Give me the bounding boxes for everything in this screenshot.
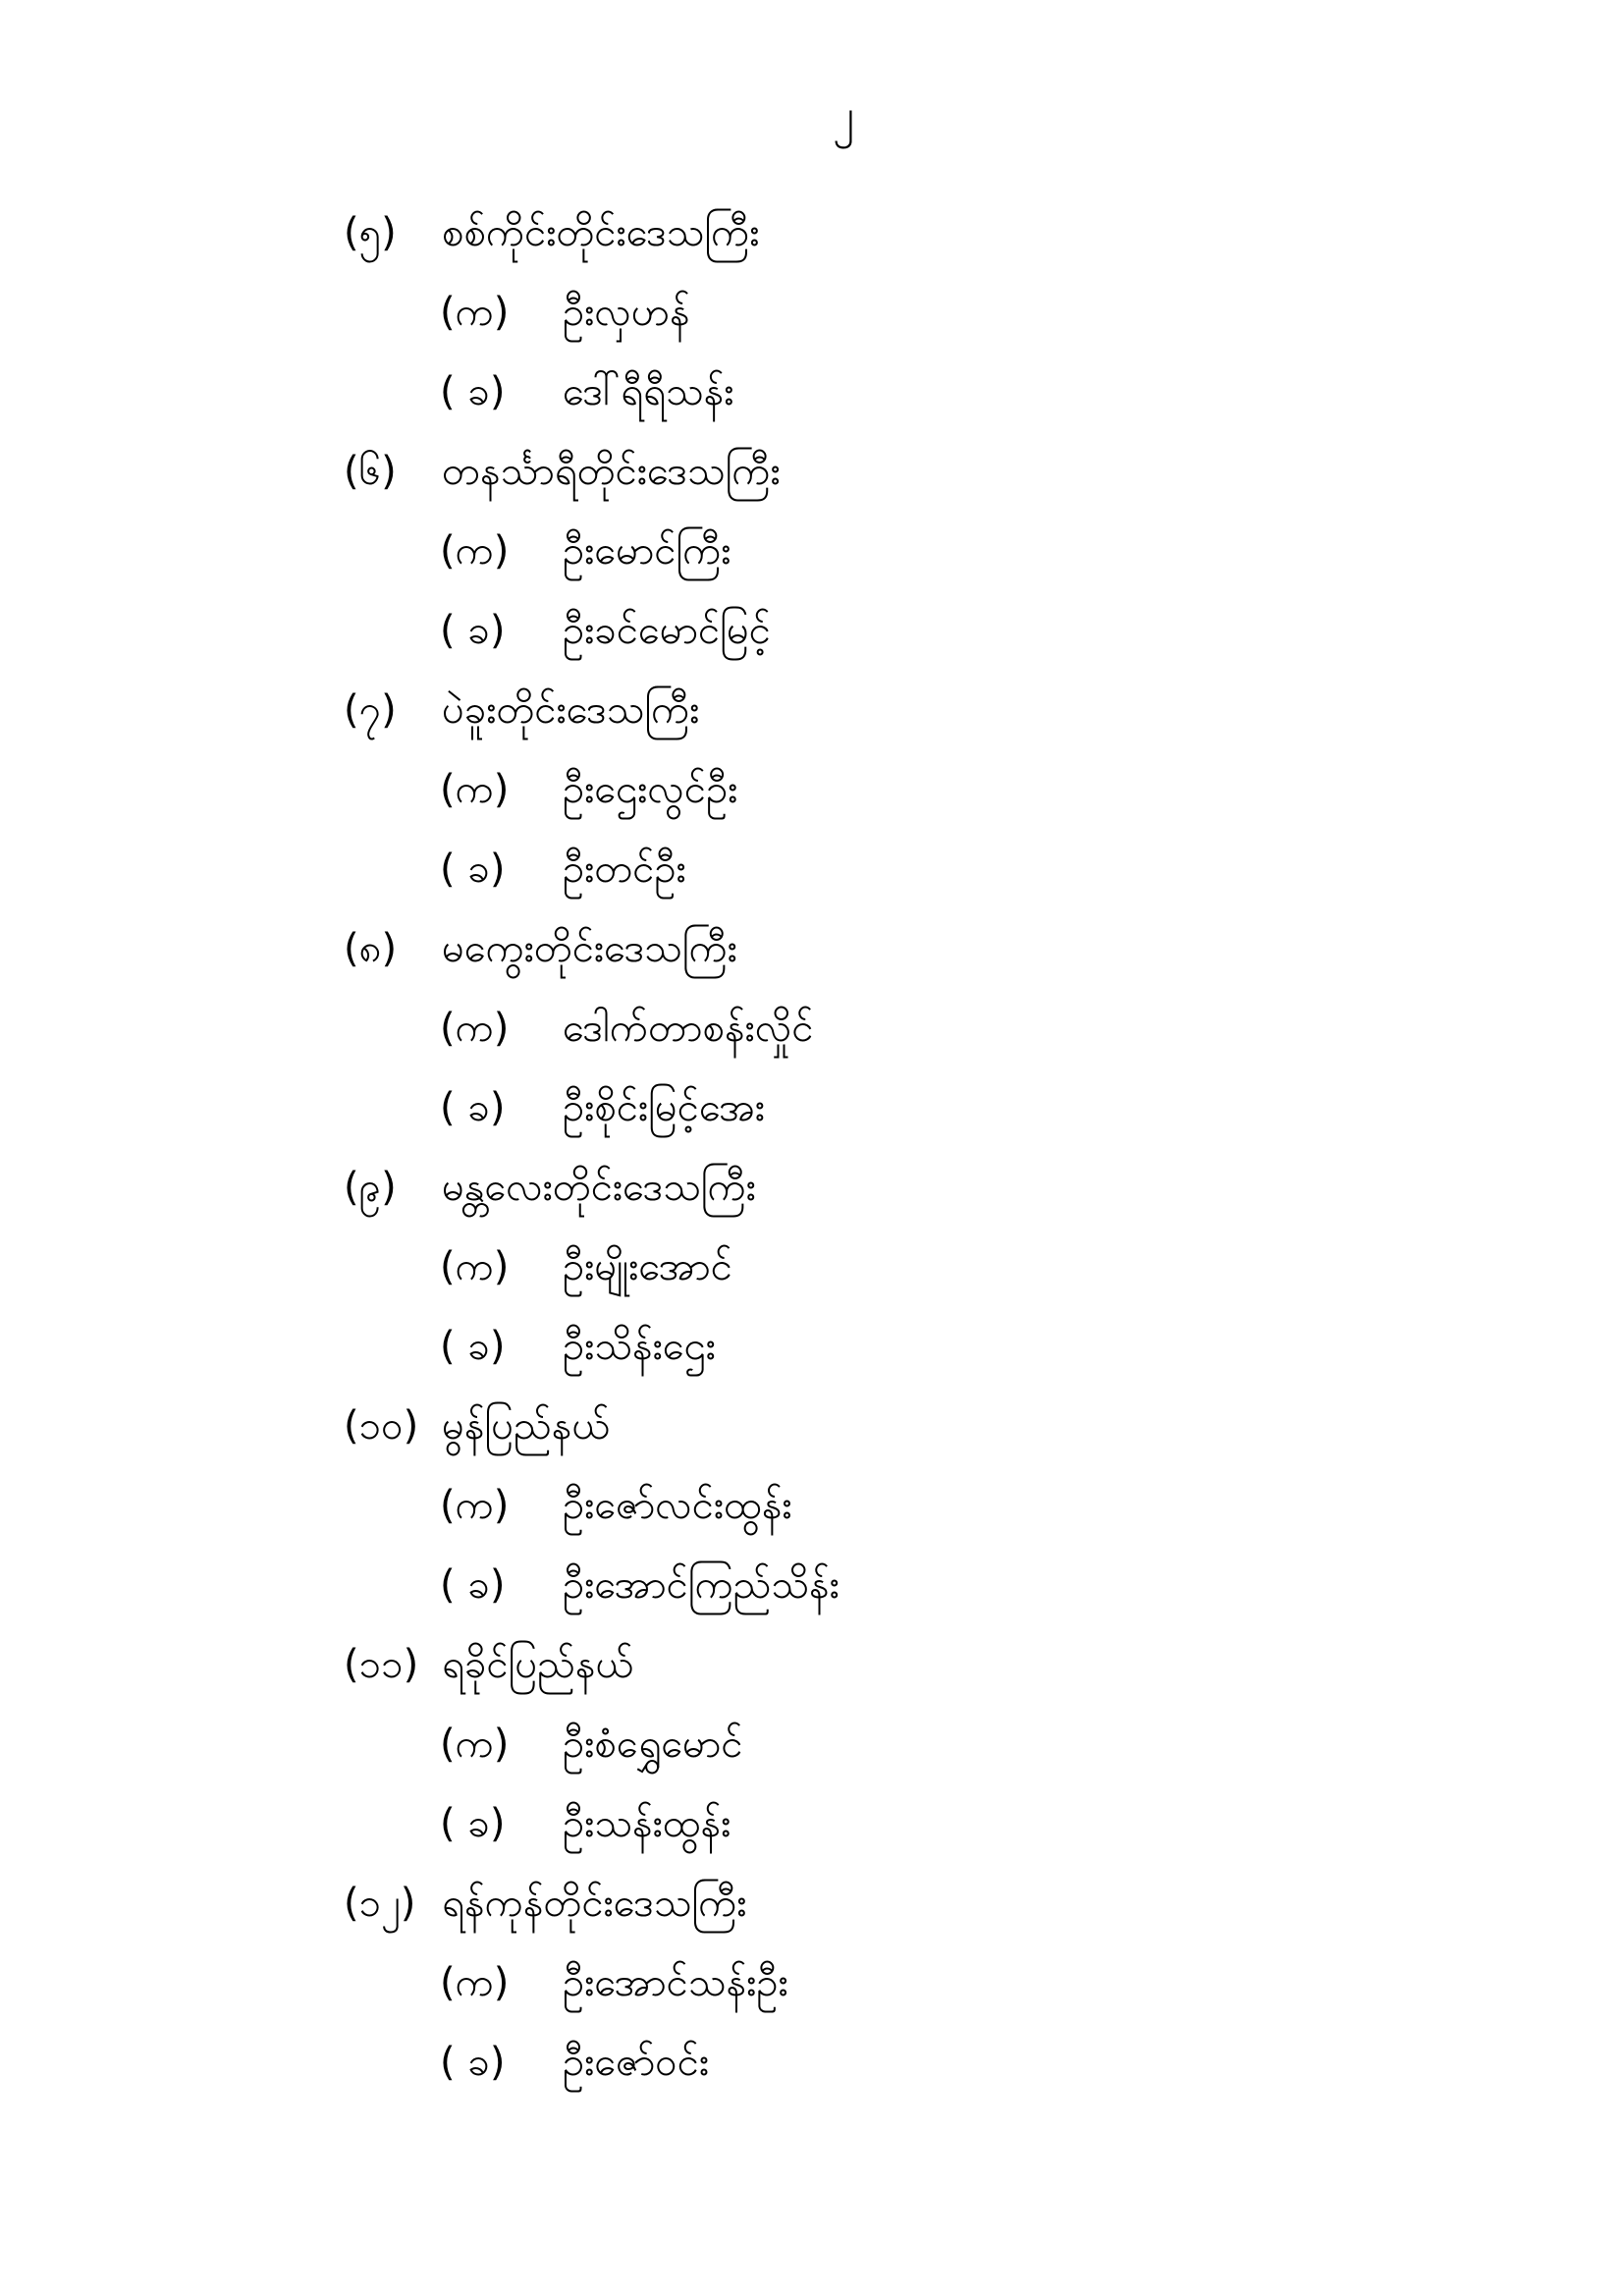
member-label: (က) (440, 1006, 510, 1051)
region-name: စစ်ကိုင်းတိုင်းဒေသကြီး (442, 210, 760, 255)
item-number: (၇) (344, 687, 397, 733)
member-row (0, 1549, 1624, 1628)
member-label: ( ခ) (440, 1085, 506, 1130)
member-row (0, 515, 1624, 594)
member-name: ဦးသိန်းဌေး (563, 1324, 716, 1369)
member-name: ဒေါက်တာစန်းလှိုင် (563, 1006, 814, 1051)
member-name: ဦးခင်မောင်မြင့် (563, 608, 771, 653)
list-item (0, 1390, 1624, 1469)
member-name: ဦးတင်ဦး (563, 847, 686, 892)
item-number: (၁၁) (344, 1642, 419, 1687)
member-row (0, 1708, 1624, 1787)
member-name: ဦးအောင်ကြည်သိန်း (563, 1562, 839, 1608)
member-label: ( ခ) (440, 608, 506, 653)
item-number: (၆) (344, 449, 397, 494)
member-row (0, 594, 1624, 674)
item-number: (၅) (344, 210, 397, 255)
item-number: (၉) (344, 1165, 397, 1210)
member-name: ဦးမောင်ကြီး (563, 528, 731, 574)
member-label: ( ခ) (440, 369, 506, 414)
member-row (0, 753, 1624, 833)
list-item (0, 912, 1624, 992)
member-name: ဦးဇော်ဝင်း (563, 2040, 710, 2085)
item-number: (၁၂) (344, 1881, 416, 1926)
item-number: (၁၀) (344, 1403, 419, 1449)
list-item (0, 1151, 1624, 1230)
member-name: ဦးအောင်သန်းဦး (563, 1960, 788, 2005)
member-row (0, 1310, 1624, 1390)
member-label: ( ခ) (440, 1801, 506, 1846)
member-label: ( ခ) (440, 1324, 506, 1369)
member-row (0, 833, 1624, 912)
region-name: တနင်္သာရီတိုင်းဒေသကြီး (442, 449, 781, 494)
region-list (0, 196, 1624, 2105)
member-name: ဦးသန်းထွန်း (563, 1801, 731, 1846)
member-label: ( ခ) (440, 1562, 506, 1608)
member-row (0, 2026, 1624, 2105)
member-row (0, 276, 1624, 355)
member-name: ဦးစံရွှေမောင် (563, 1722, 743, 1767)
member-label: ( ခ) (440, 847, 506, 892)
member-row (0, 1787, 1624, 1867)
member-row (0, 1230, 1624, 1310)
member-label: (က) (440, 767, 510, 812)
member-name: ဒေါ်ရီရီသန်း (563, 369, 734, 414)
list-item (0, 1867, 1624, 1946)
member-label: (က) (440, 290, 510, 335)
member-label: ( ခ) (440, 2040, 506, 2085)
member-label: (က) (440, 1244, 510, 1289)
member-name: ဦးစိုင်းမြင့်အေး (563, 1085, 765, 1130)
member-label: (က) (440, 1722, 510, 1767)
list-item (0, 435, 1624, 515)
item-number: (၈) (344, 926, 398, 971)
member-row (0, 1469, 1624, 1549)
member-label: (က) (440, 1483, 510, 1528)
member-label: (က) (440, 528, 510, 574)
list-item (0, 196, 1624, 276)
list-item (0, 674, 1624, 753)
member-name: ဦးဌေးလွင်ဦး (563, 767, 738, 812)
member-name: ဦးမျိုးအောင် (563, 1244, 732, 1289)
page-number: ၂ (833, 90, 854, 140)
region-name: မန္တလေးတိုင်းဒေသကြီး (442, 1165, 756, 1210)
member-name: ဦးဇော်လင်းထွန်း (563, 1483, 792, 1528)
member-row (0, 1946, 1624, 2026)
region-name: ပဲခူးတိုင်းဒေသကြီး (442, 687, 700, 733)
list-item (0, 1628, 1624, 1708)
member-label: (က) (440, 1960, 510, 2005)
region-name: မွန်ပြည်နယ် (442, 1403, 611, 1449)
region-name: မကွေးတိုင်းဒေသကြီး (442, 926, 737, 971)
member-row (0, 1071, 1624, 1151)
member-row (0, 992, 1624, 1071)
member-row (0, 355, 1624, 435)
region-name: ရန်ကုန်တိုင်းဒေသကြီး (442, 1881, 747, 1926)
member-name: ဦးလှဟန် (563, 290, 690, 335)
region-name: ရခိုင်ပြည်နယ် (442, 1642, 634, 1687)
